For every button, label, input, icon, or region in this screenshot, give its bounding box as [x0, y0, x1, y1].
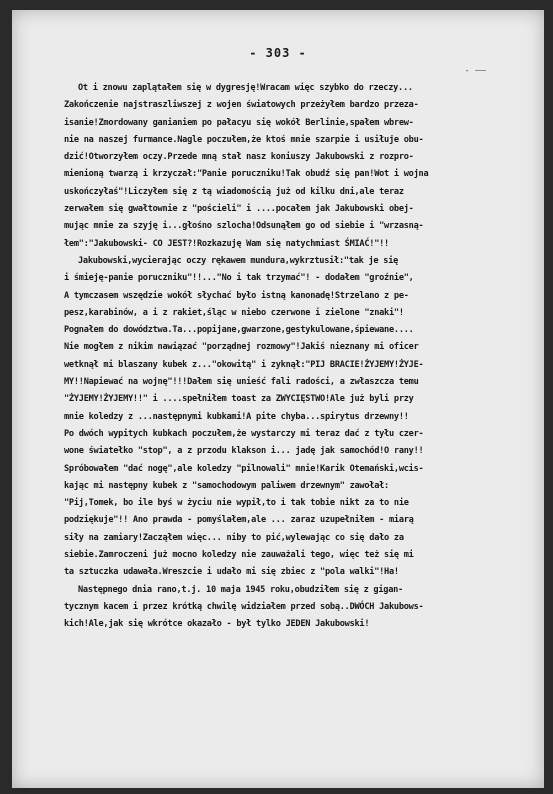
text-line: "ŻYJEMY!ŻYJEMY!!" i ....spełniłem toast za ZWYCIĘSTWO!Ale już byli przy	[64, 394, 414, 405]
text-line: tycznym kacem i przez krótką chwilę widziałem przed sobą..DWÓCH Jakubows-	[64, 601, 424, 612]
text-line: siebie.Zamroczeni już mocno koledzy nie zauważali tego, więc też się mi	[64, 550, 414, 561]
text-line: Jakubowski,wycierając oczy rękawem mundura,wykrztusił:"tak je się	[78, 255, 399, 266]
text-line: Po dwóch wypitych kubkach poczułem,że wystarczy mi teraz dać z tyłu czer-	[64, 428, 424, 439]
typed-body-text	[64, 80, 512, 634]
text-line: ta sztuczka udawała.Wreszcie i udało mi się zbiec z "pola walki"!Ha!	[64, 567, 399, 578]
text-line: dzić!Otworzyłem oczy.Przede mną stał nasz koniuszy Jakubowski z rozpro-	[64, 152, 414, 163]
text-line: zerwałem się gwałtownie z "pościeli" i ....pocałem jak Jakubowski obej-	[64, 204, 414, 215]
text-line: siły na zamiary!Zacząłem więc... niby to pić,wylewając co się dało za	[64, 532, 404, 543]
text-line: kając mi następny kubek z "samochodowym paliwem drzewnym" zawołał:	[64, 480, 389, 491]
text-line: MY!!Napiewać na wojnę"!!!Dałem się unieść fali radości, a zwłaszcza temu	[64, 377, 419, 388]
text-line: Następnego dnia rano,t.j. 10 maja 1945 roku,obudziłem się z gigan-	[78, 584, 403, 595]
text-line: "Pij,Tomek, bo ile byś w życiu nie wypił,to i tak tobie nikt za to nie	[64, 498, 409, 509]
text-line: Pognałem do dowództwa.Ta...popijane,gwarzone,gestykulowane,śpiewane....	[64, 325, 414, 336]
text-line: i śmieję-panie poruczniku"!!..."No i tak trzymać"! - dodałem "groźnie",	[64, 273, 414, 284]
corner-marks: - ——	[464, 66, 486, 76]
page-number: - 303 -	[249, 46, 307, 60]
text-line: Zakończenie najstraszliwszej z wojen światowych przeżyłem bardzo przeza-	[64, 100, 419, 111]
text-line: pesz,karabinów, a i z rakiet,śląc w niebo czerwone i zielone "znaki"!	[64, 307, 404, 318]
text-line: mienioną twarzą i krzyczał:"Panie poruczniku!Tak obudź się pan!Wot i wojna	[64, 169, 429, 180]
text-line: Nie mogłem z nikim nawiązać "porządnej rozmowy"!Jakiś nieznany mi oficer	[64, 342, 419, 353]
text-line: wone światełko "stop", a z przodu klakson i... jadę jak samochód!O rany!!	[64, 446, 424, 457]
text-line: kich!Ale,jak się wkrótce okazało - był tylko JEDEN Jakubowski!	[64, 619, 370, 630]
text-line: uskończyłaś"!Liczyłem się z tą wiadomością już od kilku dni,ale teraz	[64, 186, 404, 197]
text-line: mując mnie za szyję i...głośno szlocha!Odsunąłem go od siebie i "wrzasną-	[64, 221, 424, 232]
text-line: wetknął mi blaszany kubek z..."okowitą" i zyknął:"PIJ BRACIE!ŻYJEMY!ŻYJE-	[64, 359, 424, 370]
text-line: nie na naszej furmance.Nagle poczułem,że ktoś mnie szarpie i usiłuje obu-	[64, 134, 424, 145]
text-line: podziękuje"!! Ano prawda - pomyślałem,ale ... zaraz uzupełniłem - miarą	[64, 515, 414, 526]
text-line: łem":"Jakubowski- CO JEST?!Rozkazuję Wam się natychmiast ŚMIAĆ!"!!	[64, 238, 389, 249]
document-page	[12, 10, 544, 788]
text-line: Spróbowałem "dać nogę",ale koledzy "pilnowali" mnie!Karik Otemański,wcis-	[64, 463, 424, 474]
text-line: A tymczasem wszędzie wokół słychać było istną kanonadę!Strzelano z pe-	[64, 290, 409, 301]
text-line: isanie!Zmordowany ganianiem po pałacyu się wokół Berlinie,spałem wbrew-	[64, 117, 414, 128]
text-line: Ot i znowu zaplątałem się w dygresję!Wracam więc szybko do rzeczy...	[78, 83, 413, 93]
text-line: mnie koledzy z ...następnymi kubkami!A pite chyba...spirytus drzewny!!	[64, 411, 409, 422]
